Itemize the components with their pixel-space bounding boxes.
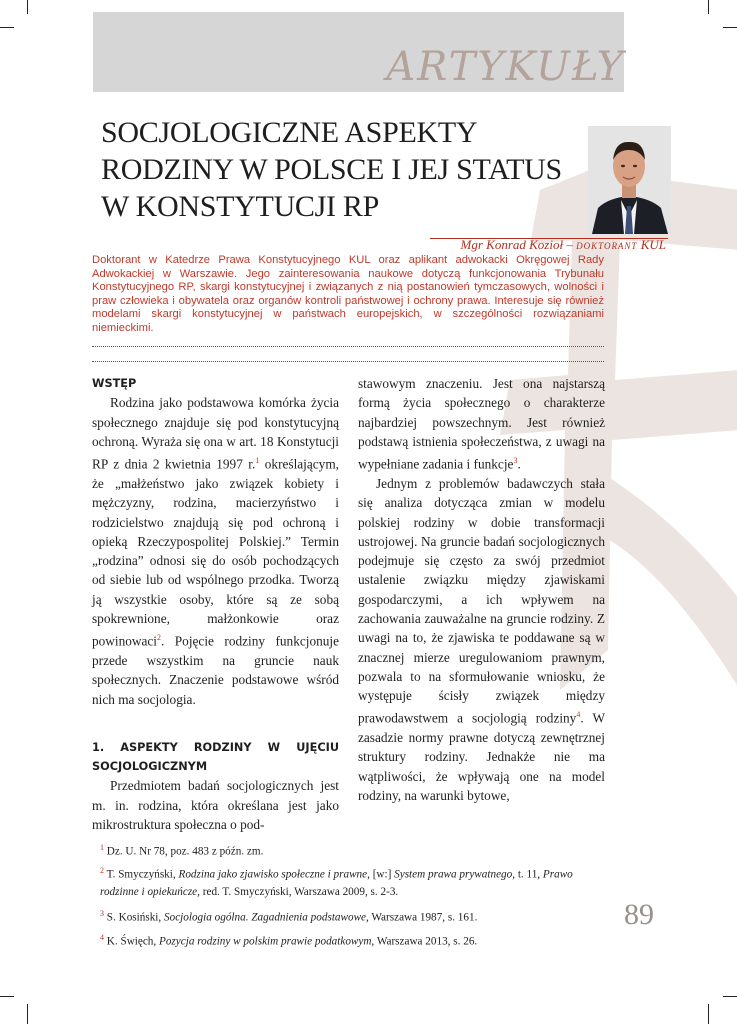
footnote-number: 1 (100, 843, 104, 852)
title-line: SOCJOLOGICZNE ASPEKTY (101, 116, 478, 149)
footnote-text: , red. T. Smyczyński, Warszawa 2009, s. 2-3. (197, 886, 399, 899)
paragraph-text: . Pojęcie rodziny funkcjonuje przede wszystkim na gruncie nauk społecznych. Znaczenie podstawowe wśród nich ma socjologia. (92, 633, 339, 707)
author-name: Mgr Konrad Kozioł – (460, 237, 573, 252)
crop-mark (708, 1004, 709, 1024)
footnote (92, 928, 612, 952)
section-heading: WSTĘP (92, 377, 137, 390)
footnote-title: System prawa prywatnego (394, 868, 513, 881)
right-column (358, 374, 605, 805)
paragraph-text: Rodzina jako podstawowa komórka życia społecznego znajduje się pod konstytucyjną ochroną. Wyraża się ona w art. 18 Konstytucji RP z dnia 2 kwietnia 1997 r. (92, 395, 339, 472)
crop-mark (0, 996, 14, 997)
spacer (92, 709, 339, 738)
footnote-number: 2 (100, 865, 104, 875)
footnote-title: Prawo rodzinne i opiekuńcze (100, 868, 573, 899)
crop-mark (708, 0, 709, 14)
footnote-text: S. Kosiński, (104, 911, 164, 924)
author-bio: Doktorant w Katedrze Prawa Konstytucyjnego KUL oraz aplikant adwokacki Okręgowej Rady Adwokackiej w Warszawie. Jego zainteresowania naukowe dotyczą funkcjonowania Trybunału Konstytucyjnego RP, skargi konstytucyjnej i związanych z nią postanowień tymczasowych, wolności i praw człowieka i obywatela oraz organów kontroli państwowej i ochrony prawa. Interesuje się również modelami skargi konstytucyjnej w państwach europejskich, w szczególności rozwiązaniami niemieckimi. (92, 254, 604, 334)
paragraph (92, 393, 339, 709)
article-title (101, 114, 571, 225)
footnote (92, 838, 612, 862)
footnote-text: Dz. U. Nr 78, poz. 483 z późn. zm. (104, 845, 264, 858)
paragraph (358, 474, 605, 805)
footnote-ref[interactable]: 2 (157, 633, 161, 643)
crop-mark (723, 27, 737, 28)
footnote-number: 3 (100, 908, 104, 918)
author-role: DOKTORANT (576, 241, 638, 251)
footnotes (92, 838, 612, 952)
paragraph-text: stawowym znaczeniu. Jest ona najstarszą formą życia społecznego o charakterze najbardziej powszechnym. Jest również podstawą istnienia społeczeństwa, z uwagi na wypełniane zadania i funkcje (358, 376, 605, 472)
paragraph-text: . W zasadzie normy prawne dotyczą zewnętrznej struktury rodziny. Jednakże nie ma wątpliwości, że wpływają one na model rodziny, na warunki bytowe, (358, 710, 605, 804)
crop-mark (0, 27, 14, 28)
footnote-number: 4 (100, 932, 104, 942)
title-line: RODZINY W POLSCE I JEJ STATUS (101, 153, 562, 186)
footnote-title: Pozycja rodziny w polskim prawie podatkowym, (159, 935, 375, 948)
footnote-ref[interactable]: 3 (513, 456, 518, 466)
footnote-text: , [w:] (367, 868, 395, 881)
footnote (92, 904, 612, 928)
footnote-ref[interactable]: 1 (255, 456, 260, 466)
footnote-text: Warszawa 1987, s. 161. (368, 911, 478, 924)
section-heading: 1. ASPEKTY RODZINY W UJĘCIU SOCJOLOGICZNYM (92, 740, 339, 774)
footnote-title: Rodzina jako zjawisko społeczne i prawne (178, 868, 368, 881)
title-line: W KONSTYTUCJI RP (101, 190, 380, 223)
paragraph (358, 374, 605, 474)
footnote (92, 862, 612, 902)
paragraph-text: określającym, że „małżeństwo jako związek kobiety i mężczyzny, rodzina, macierzyństwo i rodzicielstwo znajdują się pod ochroną i opieką Rzeczypospolitej Polskiej.” Termin „rodzina” odnosi się do osób pochodzących od siebie lub od wspólnego przodka. Tworzą ją wszystkie osoby, które są ze sobą spokrewnione, małżonkowie oraz powinowaci (92, 456, 339, 649)
footnote-text: Warszawa 2013, s. 26. (374, 935, 478, 948)
footnote-text: K. Święch, (104, 935, 159, 948)
left-column (92, 374, 339, 834)
crop-mark (27, 0, 28, 14)
divider (92, 346, 604, 347)
footnote-text: T. Smyczyński, (104, 868, 179, 881)
crop-mark (27, 1004, 28, 1024)
paragraph-text: Jednym z problemów badawczych stała się analiza dotycząca zmian w modelu polskiej rodziny w dobie transformacji ustrojowej. Na gruncie badań socjologicznych podejmuje się często za swój przedmiot ustalenie związku między zjawiskami gospodarczymi, a ich wpływem na zachowania zauważalne na gruncie rodziny. Z uwagi na to, że zjawiska te poddawane są w znacznej mierze uregulowaniom prawnym, pozwala to na sformułowanie wniosku, że występuje ścisły związek między prawodawstwem a socjologią rodziny (358, 475, 605, 726)
page-number: 89 (624, 898, 654, 931)
paragraph-text: . (517, 456, 521, 472)
footnote-ref[interactable]: 4 (576, 710, 581, 720)
divider (92, 361, 604, 362)
paragraph: Przedmiotem badań socjologicznych jest m. in. rodzina, która określana jest jako mikrostruktura społeczna o pod- (92, 778, 339, 833)
author-photo (588, 126, 671, 234)
footnote-text: , t. 11, (512, 868, 543, 881)
footnote-title: Socjologia ogólna. Zagadnienia podstawowe, (164, 911, 369, 924)
author-affiliation: KUL (640, 237, 666, 252)
author-byline (461, 237, 666, 253)
crop-mark (723, 996, 737, 997)
section-label: ARTYKUŁY (386, 44, 625, 90)
